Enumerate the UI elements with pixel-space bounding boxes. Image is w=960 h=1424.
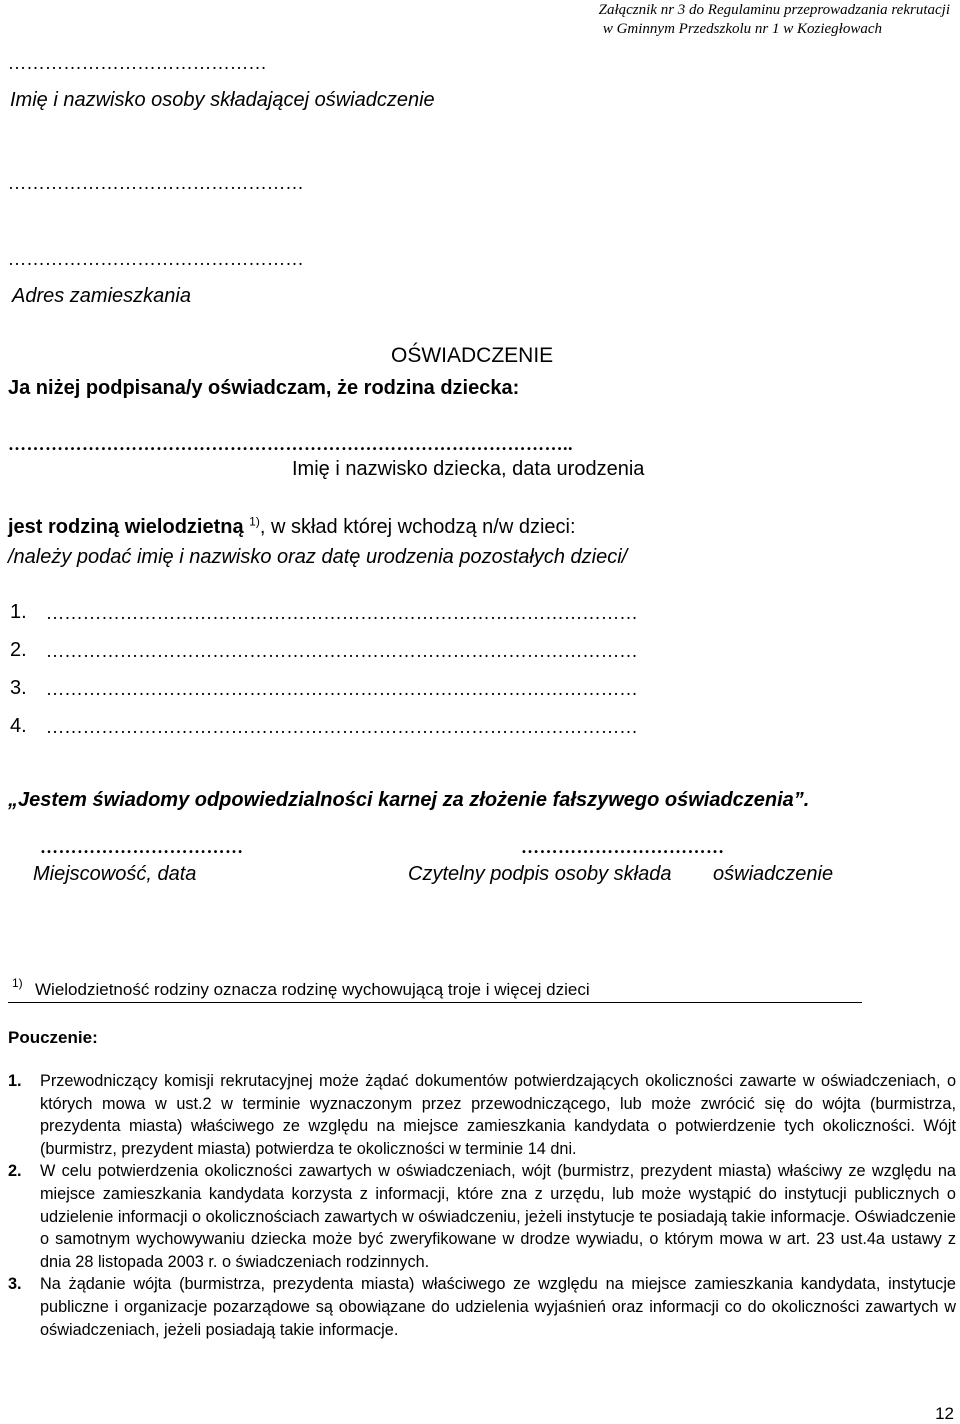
child-dots-4: ……………………………………………………………………………………: [46, 717, 638, 737]
instruction-item: [8, 1273, 956, 1341]
footnote-marker: 1): [12, 976, 23, 990]
footnote-text: Wielodzietność rodziny oznacza rodzinę wychowującą troje i więcej dzieci: [35, 980, 590, 999]
instructions-list: [8, 1070, 956, 1341]
family-statement: [8, 516, 576, 539]
family-rest: , w skład której wchodzą n/w dzieci:: [259, 516, 576, 538]
instruction-text: Przewodniczący komisji rekrutacyjnej może żądać dokumentów potwierdzających okoliczności zawarte w oświadczeniach, o których mowa w ust.2 w terminie wyznaczonym przez przewodniczącego, lub może zwrócić się do wójta (burmistrza, prezydenta miasta) właściwego ze względu na miejsce zamieszkania kandydata o potwierdzenie tych okoliczności. Wójt (burmistrz, prezydent miasta) potwierdza te okoliczności w terminie 14 dni.: [40, 1072, 956, 1158]
place-date-dots: ……………………………: [40, 837, 244, 857]
instruction-text: Na żądanie wójta (burmistrza, prezydenta miasta) właściwego ze względu na miejsce zamieszkania kandydata, instytucje publiczne i organizacje pozarządowe są obowiązane do udzielenia wyjaśnień oraz informacji co do okoliczności zawartych w oświadczeniach, jeżeli posiadają takie informacje.: [40, 1275, 956, 1339]
page-number: 12: [935, 1404, 954, 1423]
child-label: Imię i nazwisko dziecka, data urodzenia: [292, 458, 645, 480]
child-number-1: 1.: [10, 601, 27, 623]
header-line-1: Załącznik nr 3 do Regulaminu przeprowadzania rekrutacji: [598, 2, 950, 18]
instructions-heading: Pouczenie:: [8, 1028, 98, 1047]
name-label: Imię i nazwisko osoby składającej oświadczenie: [10, 89, 435, 111]
signature-dots: ……………………………: [521, 837, 725, 857]
instruction-item: [8, 1160, 956, 1273]
footnote-rule: [8, 1002, 862, 1003]
document-title: OŚWIADCZENIE: [391, 344, 554, 367]
declaration-text: Ja niżej podpisana/y oświadczam, że rodzina dziecka:: [8, 377, 520, 399]
instruction-text: W celu potwierdzenia okoliczności zawartych w oświadczeniach, wójt (burmistrz, prezydent miasta) właściwy ze względu na miejsce zamieszkania kandydata korzysta z informacji, które zna z urzędu, lub może wystąpić do instytucji publicznych o udzielenie informacji o okolicznościach zawartych w oświadczeniu, jeżeli instytucje te posiadają takie informacje. Oświadczenie o samotnym wychowywaniu dziecka może być zweryfikowane w drodze wywiadu, o którym mowa w art. 23 ust.4a ustawy z dnia 28 listopada 2003 r. o świadczeniach rodzinnych.: [40, 1162, 956, 1271]
child-dots-3: ……………………………………………………………………………………: [46, 679, 638, 699]
instruction-item: [8, 1070, 956, 1160]
name-dots: ……………………………………: [8, 53, 267, 73]
instruction-number: 3.: [8, 1275, 22, 1294]
place-date-label: Miejscowość, data: [33, 863, 197, 885]
address-label: Adres zamieszkania: [12, 285, 191, 307]
child-number-2: 2.: [10, 639, 27, 661]
signature-label-2: oświadczenie: [713, 863, 834, 885]
awareness-statement: „Jestem świadomy odpowiedzialności karnej za złożenie fałszywego oświadczenia”.: [8, 789, 810, 811]
child-number-4: 4.: [10, 715, 27, 737]
address-dots-1: …………………………………………: [8, 173, 304, 193]
footnote-ref: 1): [249, 514, 260, 529]
child-dots: ………………………………………………………………………………..: [8, 434, 573, 454]
child-dots-2: ……………………………………………………………………………………: [46, 641, 638, 661]
child-dots-1: ……………………………………………………………………………………: [46, 603, 638, 623]
child-number-3: 3.: [10, 677, 27, 699]
instruction-text: /należy podać imię i nazwisko oraz datę urodzenia pozostałych dzieci/: [8, 546, 628, 568]
signature-label: Czytelny podpis osoby składa: [408, 863, 672, 885]
instruction-number: 2.: [8, 1162, 22, 1181]
address-dots-2: …………………………………………: [8, 249, 304, 269]
header-line-2: w Gminnym Przedszkolu nr 1 w Koziegłowach: [602, 21, 882, 37]
family-bold: jest rodziną wielodzietną: [8, 516, 244, 538]
instruction-number: 1.: [8, 1072, 22, 1090]
